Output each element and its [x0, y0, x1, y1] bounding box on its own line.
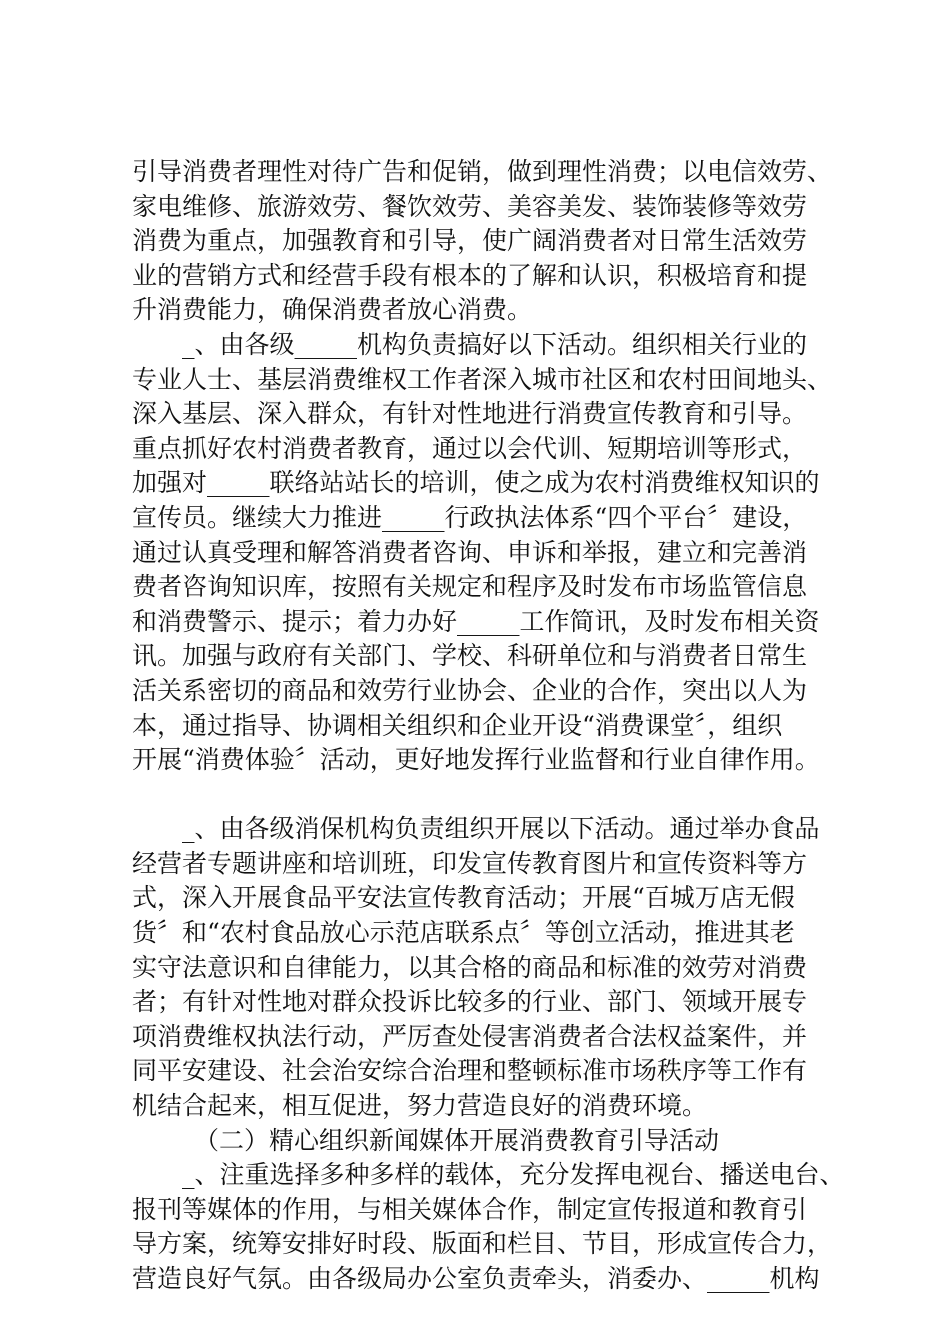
paragraph-start-line: _、注重选择多种多样的载体，充分发挥电视台、播送电台、: [182, 1160, 845, 1190]
text-line: 升消费能力，确保消费者放心消费。: [132, 295, 533, 325]
section-heading: （二）精心组织新闻媒体开展消费教育引导活动: [194, 1125, 720, 1155]
text-line: 报刊等媒体的作用，与相关媒体合作，制定宣传报道和教育引: [132, 1194, 808, 1224]
text-line: 机结合起来，相互促进，努力营造良好的消费环境。: [132, 1091, 708, 1121]
paragraph-start-line: _、由各级消保机构负责组织开展以下活动。通过举办食品: [182, 814, 820, 844]
text-line: 讯。加强与政府有关部门、学校、科研单位和与消费者日常生: [132, 641, 808, 671]
text-line: 开展“消费体验〞活动，更好地发挥行业监督和行业自律作用。: [132, 745, 820, 775]
text-line: 加强对_____联络站站长的培训，使之成为农村消费维权知识的: [132, 468, 820, 498]
text-line: 宣传员。继续大力推进_____行政执法体系“四个平台〞建设，: [132, 502, 808, 532]
text-line: 活关系密切的商品和效劳行业协会、企业的合作，突出以人为: [132, 675, 808, 705]
text-line: 者；有针对性地对群众投诉比较多的行业、部门、领域开展专: [132, 987, 808, 1017]
text-line: 消费为重点，加强教育和引导，使广阔消费者对日常生活效劳: [132, 226, 808, 256]
text-line: 营造良好气氛。由各级局办公室负责牵头，消委办、_____机构: [132, 1264, 820, 1293]
text-line: 引导消费者理性对待广告和促销，做到理性消费；以电信效劳、: [132, 157, 833, 186]
text-line: 货〞和“农村食品放心示范店联系点〞等创立活动，推进其老: [132, 918, 795, 948]
text-line: 费者咨询知识库，按照有关规定和程序及时发布市场监管信息: [132, 572, 808, 602]
text-line: 项消费维权执法行动，严厉查处侵害消费者合法权益案件，并: [132, 1021, 808, 1051]
paragraph-gap: [132, 778, 852, 813]
text-line: 重点抓好农村消费者教育，通过以会代训、短期培训等形式，: [132, 433, 808, 463]
text-line: 业的营销方式和经营手段有根本的了解和认识，积极培育和提: [132, 260, 808, 290]
text-line: 专业人士、基层消费维权工作者深入城市社区和农村田间地头、: [132, 364, 833, 394]
text-line: 式，深入开展食品平安法宣传教育活动；开展“百城万店无假: [132, 883, 795, 913]
text-line: 实守法意识和自律能力，以其合格的商品和标准的效劳对消费: [132, 952, 808, 982]
text-line: 家电维修、旅游效劳、餐饮效劳、美容美发、装饰装修等效劳: [132, 191, 808, 221]
text-line: 同平安建设、社会治安综合治理和整顿标准市场秩序等工作有: [132, 1056, 808, 1086]
text-line: 和消费警示、提示；着力办好_____工作简讯，及时发布相关资: [132, 606, 820, 636]
paragraph-start-line: _、由各级_____机构负责搞好以下活动。组织相关行业的: [182, 329, 808, 359]
text-line: 导方案，统筹安排好时段、版面和栏目、节目，形成宣传合力，: [132, 1229, 833, 1259]
text-line: 经营者专题讲座和培训班，印发宣传教育图片和宣传资料等方: [132, 848, 808, 878]
text-line: 深入基层、深入群众，有针对性地进行消费宣传教育和引导。: [132, 399, 808, 429]
document-body: [132, 155, 852, 1297]
text-line: 本，通过指导、协调相关组织和企业开设“消费课堂〞，组织: [132, 710, 783, 740]
text-line: 通过认真受理和解答消费者咨询、申诉和举报，建立和完善消: [132, 537, 808, 567]
